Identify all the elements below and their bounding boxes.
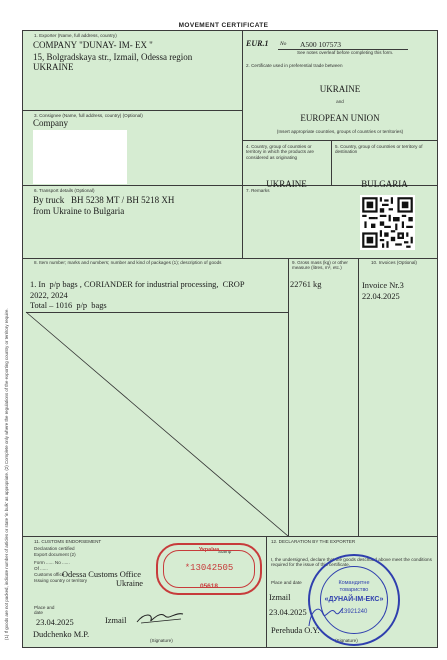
customs-signature (135, 608, 185, 626)
issuing-country: Ukraine (116, 579, 143, 588)
issuing-country-label: Issuing country or territory (34, 578, 88, 583)
customs-office-label: Customs office (34, 572, 65, 577)
invoice-number: Invoice Nr.3 (362, 281, 404, 290)
declaration-text: I, the undersigned, declare that the goods described above meet the conditions required for the issue of this certificate. (271, 557, 432, 568)
box1-label: 1. Exporter (Name, full address, country) (34, 33, 117, 38)
box12-label: 12. DECLARATION BY THE EXPORTER (271, 539, 356, 544)
customs-stamp (156, 543, 262, 595)
box4-label: 4. Country, group of countries or territory in which the products are considered as originating (246, 144, 314, 160)
place-date-label-12: Place and date (271, 580, 302, 585)
divider-box9-box10 (358, 258, 359, 536)
divider-row-endorsement (22, 536, 438, 537)
customs-officer: Dudchenko M.P. (33, 630, 90, 639)
exporter-name: COMPANY "DUNAY- IM- EX " (33, 40, 153, 50)
page-title: MOVEMENT CERTIFICATE (178, 22, 269, 29)
exporter-seal (308, 554, 400, 646)
box6-label: 6. Transport details (Optional) (34, 188, 95, 193)
eur1-no-label: No (280, 41, 287, 47)
invoice-date: 22.04.2025 (362, 292, 400, 301)
goods-line-2: 2022, 2024 (30, 291, 68, 300)
place-date-label-11: Place and date (34, 605, 55, 616)
box7-label: 7. Remarks (246, 188, 270, 193)
customs-stamp-code: 05618 (199, 583, 219, 590)
eur1-title: EUR.1 (246, 39, 269, 48)
transport-line-1: By truck BH 5238 MT / BH 5218 XH (33, 195, 175, 205)
side-footnote: (1) If goods are not packed, indicate number of articles or state 'in bulk' as appropriate. (2) Complete only where the regulations of the exporting country or territory require. (4, 308, 9, 640)
trade-party-1: UKRAINE (319, 84, 361, 94)
divider-box8-box9 (288, 258, 289, 536)
stamp-label: Stamp (218, 549, 232, 554)
customs-place: Izmail (105, 616, 127, 625)
export-form-no: Form ...... No ...... (34, 560, 70, 565)
customs-stamp-country: Україна (198, 547, 220, 553)
box10-label: 10. Invoices (Optional) (371, 260, 417, 265)
exporter-date: 23.04.2025 (269, 608, 307, 617)
signature-label-12: (Signature) (335, 638, 358, 643)
export-of: Of ...... (34, 566, 48, 571)
trade-party-2: EUROPEAN UNION (300, 113, 380, 123)
goods-line-3: Total – 1016 p/p bags (30, 301, 107, 310)
exporter-signatory: Perehuda O.Y. (271, 626, 320, 635)
exporter-country: UKRAINE (33, 62, 74, 72)
divider-box1-box3 (22, 110, 242, 111)
center-divider (242, 30, 243, 258)
export-document: Export document (2) (34, 552, 76, 557)
seal-line-1: Командитне (338, 580, 370, 586)
box11-label: 11. CUSTOMS ENDORSEMENT (34, 539, 102, 544)
customs-date: 23.04.2025 (36, 618, 74, 627)
gross-mass: 22761 kg (290, 280, 322, 289)
signature-label-11: (Signature) (150, 638, 173, 643)
eur1-note: See notes overleaf before completing this form. (297, 50, 394, 55)
divider-box11-box12 (266, 536, 267, 648)
consignee-name: Company (33, 118, 68, 128)
origin-country: UKRAINE (266, 179, 307, 189)
trade-and: and (336, 99, 344, 104)
box2-label: 2. Certificate used in preferential trade between (246, 63, 343, 68)
eur1-serial: A500 107573 (300, 40, 342, 49)
consignee-redaction (33, 130, 127, 184)
exporter-address: 15, Bolgradskaya str., Izmail, Odessa region (33, 52, 193, 62)
customs-stamp-number: *13042505 (184, 563, 234, 573)
box5-label: 5. Country, group of countries or territory of destination (335, 144, 423, 155)
seal-line-2: товариство (339, 587, 369, 593)
goods-line-1: 1. In p/p bags , CORIANDER for industrial processing, CROP (30, 280, 245, 289)
box8-label: 8. Item number; marks and numbers; number and kind of packages (1); description of goods (34, 260, 222, 265)
declaration-certified: Declaration certified (34, 546, 75, 551)
box9-label: 9. Gross mass (kg) or other measure (litres, m³, etc.) (292, 260, 348, 271)
destination-country: BULGARIA (361, 179, 408, 189)
seal-name: «ДУНАЙ-ІМ-ЕКС» (324, 596, 384, 603)
cancellation-diagonal (22, 258, 288, 536)
transport-line-2: from Ukraine to Bulgaria (33, 206, 125, 216)
seal-code: 13921240 (340, 609, 368, 615)
box2-note: (Insert appropriate countries, groups of countries or territories) (276, 129, 404, 134)
customs-office: Odessa Customs Office (62, 570, 141, 579)
divider-box2-box4 (242, 140, 438, 141)
exporter-place: Izmail (269, 593, 291, 602)
qr-code (360, 195, 415, 250)
box3-label: 3. Consignee (Name, full address, country) (Optional) (34, 113, 143, 118)
